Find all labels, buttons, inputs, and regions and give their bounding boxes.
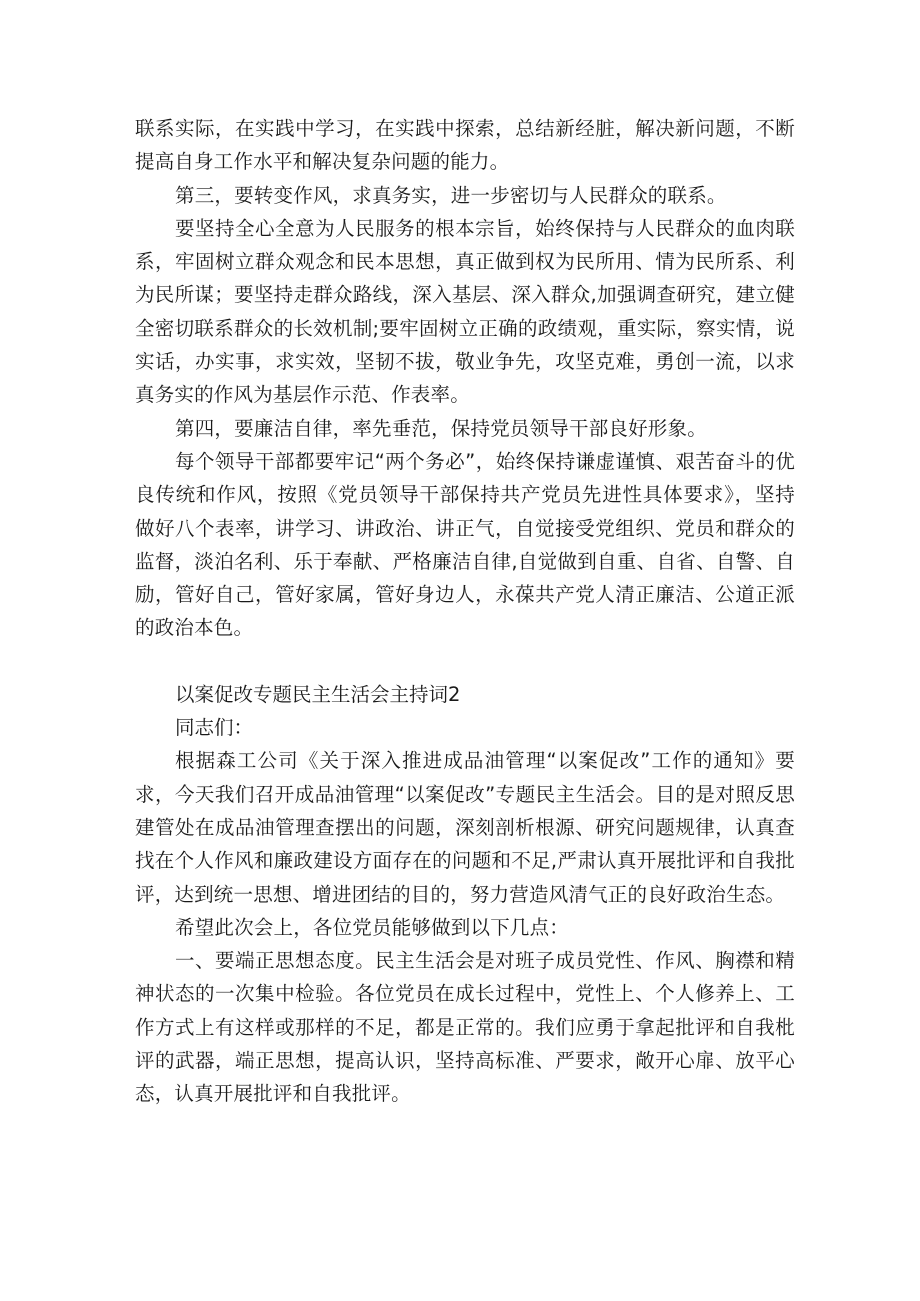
- paragraph: 联系实际，在实践中学习，在实践中探索，总结新经脏，解决新问题，不断提高自身工作水平和解决复杂问题的能力。: [135, 117, 795, 174]
- paragraph: 一、要端正思想态度。民主生活会是对班子成员党性、作风、胸襟和精神状态的一次集中检验。各位党员在成长过程中，党性上、个人修养上、工作方式上有这样或那样的不足，都是正常的。我们应勇于拿起批评和自我枇评的武器，端正思想，提高认识，坚持高标准、严要求，敞开心扉、放平心态，认真开展批评和自我批评。: [135, 949, 795, 1106]
- paragraph: 每个领导干部都要牢记“两个务必”，始终保持谦虚谨慎、艰苦奋斗的优良传统和作风，按照《党员领导干部保持共产党员先进性具体要求》，坚持做好八个表率，讲学习、讲政治、讲正气，自觉接受党组织、党员和群众的监督，淡泊名利、乐于奉献、严格廉洁自律,自觉做到自重、自省、自警、自励，管好自己，管好家属，管好身边人，永葆共产党人清正廉洁、公道正派的政治本色。: [135, 449, 795, 640]
- paragraph: 根据森工公司《关于深入推进成品油管理“以案促改”工作的通知》要求，今天我们召开成品油管理“以案促改”专题民主生活会。目的是对照反思建管处在成品油管理查摆出的问题，深刻剖析根源、研究问题规律，认真查找在个人作风和廉政建设方面存在的问题和不足,严肃认真开展批评和自我批评，达到统一思想、增进团结的目的，努力营造风清气正的良好政治生态。: [135, 749, 795, 906]
- paragraph: 希望此次会上，各位党员能够做到以下几点：: [175, 915, 570, 939]
- paragraph: 要坚持全心全意为人民服务的根本宗旨，始终保持与人民群众的血肉联系，牢固树立群众观念和民本思想，真正做到权为民所用、情为民所系、利为民所谋；要坚持走群众路线，深入基层、深入群众,加强调查研究，建立健全密切联系群众的长效机制;要牢固树立正确的政绩观，重实际，察实情，说实话，办实事，求实效，坚韧不拔，敬业争先，攻坚克难，勇创一流，以求真务实的作风为基层作示范、作表率。: [135, 216, 795, 407]
- document-page: [135, 112, 795, 1111]
- paragraph: 第三，要转变作风，求真务实，进一步密切与人民群众的联系。: [175, 183, 727, 207]
- section-spacer: [135, 645, 795, 678]
- paragraph: 第四，要廉洁自律，率先垂范，保持党员领导干部良好形象。: [175, 416, 707, 440]
- section-title: 以案促改专题民主生活会主持词2: [175, 682, 461, 706]
- salutation: 同志们：: [175, 716, 254, 740]
